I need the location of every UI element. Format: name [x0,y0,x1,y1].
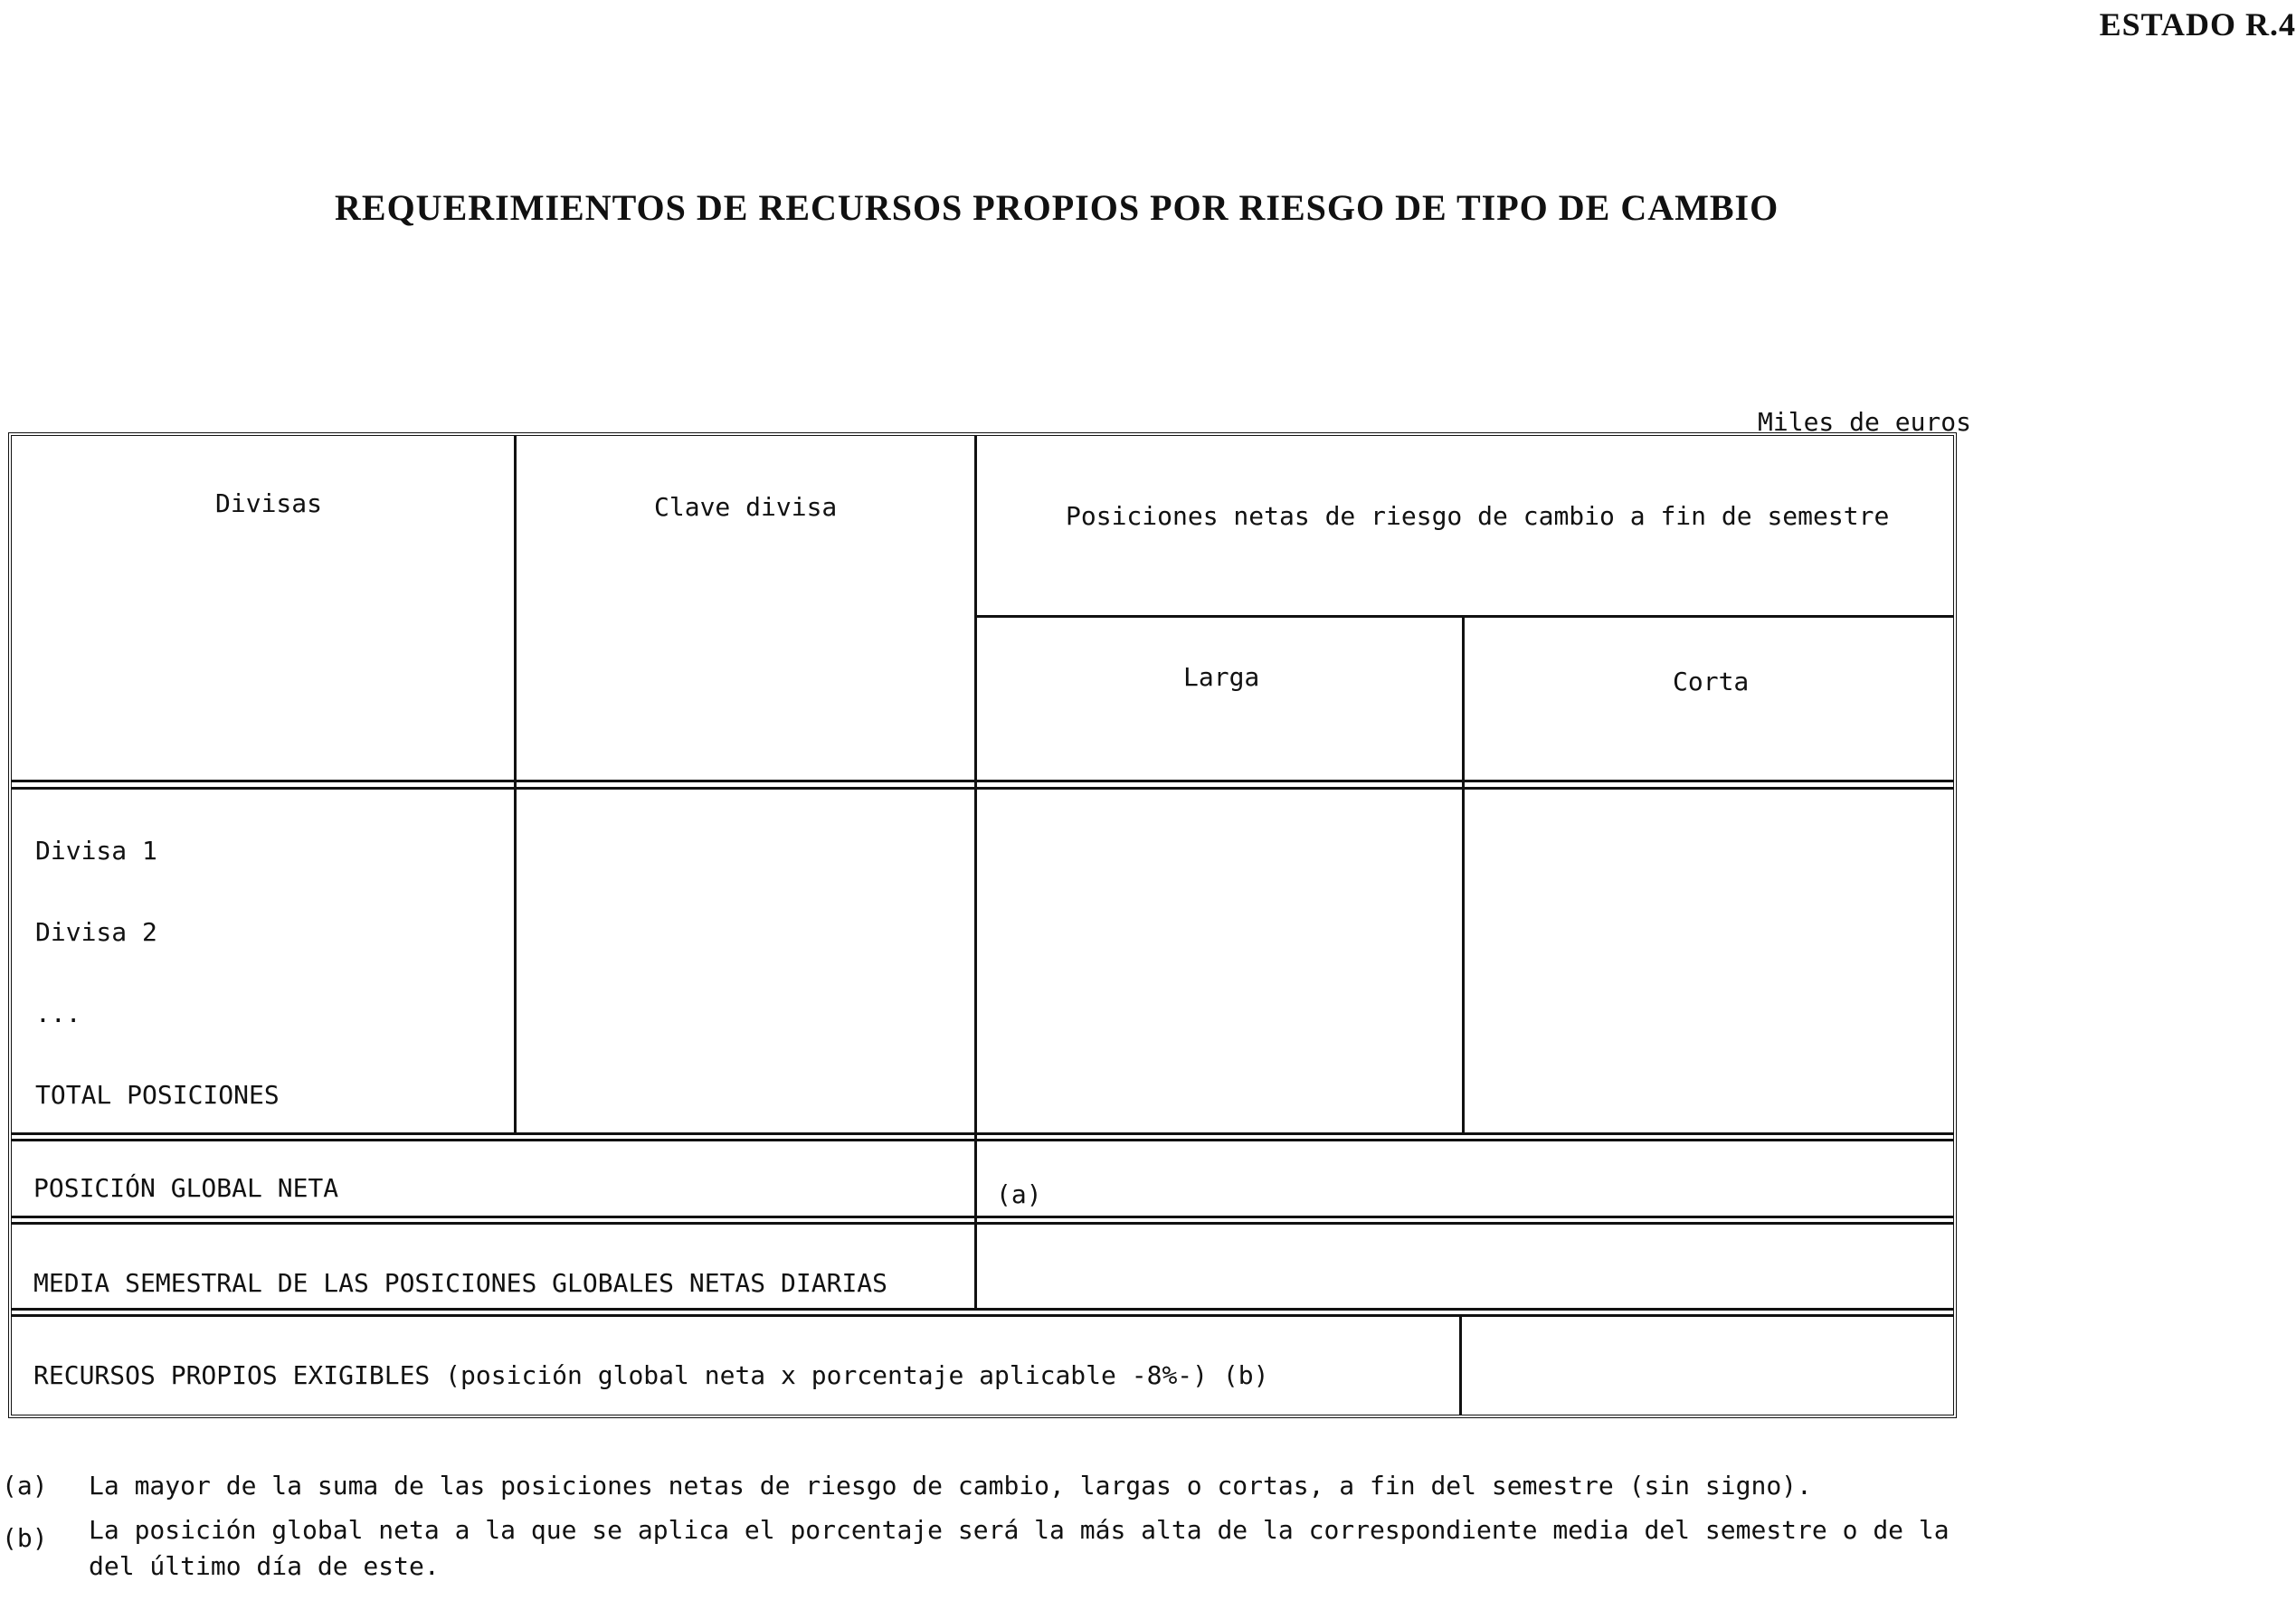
page-title: REQUERIMIENTOS DE RECURSOS PROPIOS POR RIESGO DE TIPO DE CAMBIO [335,187,1779,228]
summary-media-semestral: MEDIA SEMESTRAL DE LAS POSICIONES GLOBALES NETAS DIARIAS [33,1268,888,1298]
divider-header-bottom [12,780,1953,782]
header-posiciones-netas: Posiciones netas de riesgo de cambio a fin de semestre [1066,501,1890,531]
units-label: Miles de euros [1758,407,1972,437]
summary-recursos-propios: RECURSOS PROPIOS EXIGIBLES (posición global neta x porcentaje aplicable -8%-) (b) [33,1360,1269,1390]
row-label-divisa-2: Divisa 2 [35,917,157,947]
col-divider-3 [1462,615,1465,1132]
header-clave-divisa: Clave divisa [654,492,838,522]
header-larga: Larga [1183,662,1260,692]
divider-media-2 [12,1314,1953,1317]
divider-header-sub [977,615,1953,618]
divider-global [12,1216,1953,1218]
summary-note-a: (a) [996,1179,1042,1209]
footnote-b-text: La posición global neta a la que se aplica el porcentaje será la más alta de la correspondiente media del semestre o de la del último día de este. [89,1515,1950,1581]
divider-global-2 [12,1222,1953,1225]
row-label-divisa-1: Divisa 1 [35,836,157,866]
col-divider-2 [974,436,977,1308]
form-code: ESTADO R.4 [2099,6,2296,43]
currency-risk-table [8,432,1957,1418]
row-label-ellipsis: ... [35,999,81,1028]
footnote-b [2,1515,2173,1599]
header-divisas: Divisas [215,488,323,518]
row-label-total-posiciones: TOTAL POSICIONES [35,1080,280,1110]
divider-header-bottom-2 [12,787,1953,790]
divider-rows-bottom-2 [12,1139,1953,1141]
footnote-a-text: La mayor de la suma de las posiciones netas de riesgo de cambio, largas o cortas, a fin del semestre (sin signo). [89,1471,1812,1501]
col-divider-4 [1459,1314,1462,1415]
footnote-b-label: (b) [2,1523,48,1553]
divider-media [12,1308,1953,1311]
divider-rows-bottom [12,1132,1953,1135]
summary-posicion-global-neta: POSICIÓN GLOBAL NETA [33,1173,339,1203]
header-corta: Corta [1673,667,1750,696]
col-divider-1 [514,436,517,1132]
footnote-a-label: (a) [2,1471,48,1501]
